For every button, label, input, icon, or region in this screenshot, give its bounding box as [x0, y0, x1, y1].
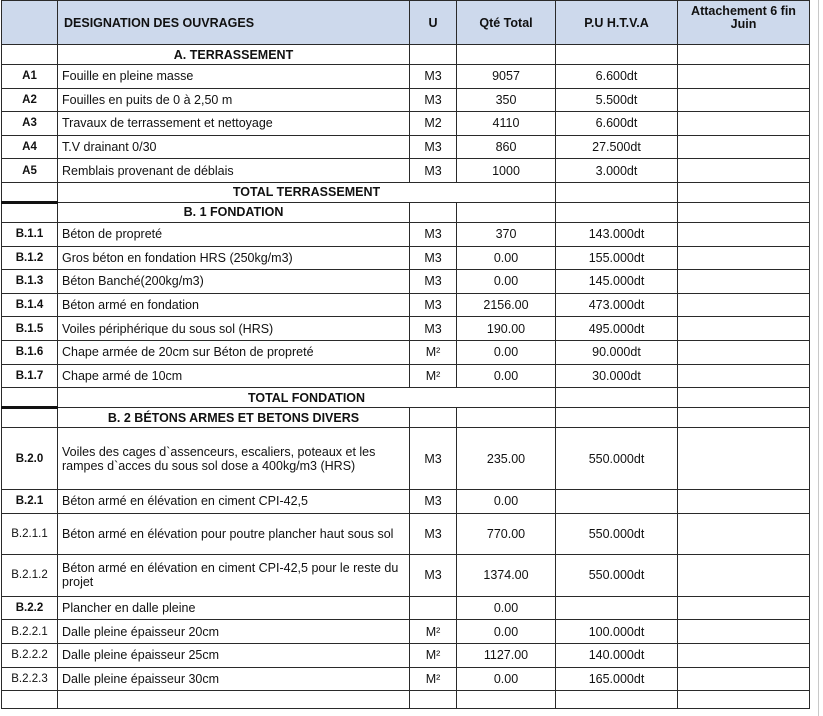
total-row	[2, 182, 810, 202]
table-row	[2, 667, 810, 691]
item-attachment	[678, 428, 810, 490]
item-unit: M²	[410, 340, 457, 364]
item-unit: M²	[410, 620, 457, 644]
item-unit: M²	[410, 643, 457, 667]
item-unit: M3	[410, 513, 457, 554]
table-row	[2, 554, 810, 596]
item-unit: M3	[410, 159, 457, 183]
item-qty: 0.00	[457, 490, 556, 514]
item-unit: M3	[410, 65, 457, 89]
item-unit-price: 550.000dt	[556, 554, 678, 596]
item-code: B.2.1.2	[2, 554, 58, 596]
item-designation: Plancher en dalle pleine	[58, 596, 410, 620]
item-unit-price: 143.000dt	[556, 222, 678, 246]
item-unit: M3	[410, 135, 457, 159]
blank-row	[2, 691, 810, 709]
item-unit: M3	[410, 293, 457, 317]
item-designation: Dalle pleine épaisseur 20cm	[58, 620, 410, 644]
item-designation: Béton armé en élévation en ciment CPI-42,5 pour le reste du projet	[58, 554, 410, 596]
section-price-cell	[556, 202, 678, 222]
item-attachment	[678, 596, 810, 620]
total-code-cell	[2, 388, 58, 408]
item-unit-price: 550.000dt	[556, 513, 678, 554]
item-attachment	[678, 222, 810, 246]
section-unit-cell	[410, 45, 457, 65]
item-unit-price: 6.600dt	[556, 112, 678, 136]
item-attachment	[678, 667, 810, 691]
item-code: B.2.0	[2, 428, 58, 490]
item-unit: M3	[410, 490, 457, 514]
item-designation: Travaux de terrassement et nettoyage	[58, 112, 410, 136]
item-code: B.1.3	[2, 270, 58, 294]
item-unit: M3	[410, 88, 457, 112]
item-unit-price: 30.000dt	[556, 364, 678, 388]
item-unit: M3	[410, 428, 457, 490]
item-designation: Gros béton en fondation HRS (250kg/m3)	[58, 246, 410, 270]
item-attachment	[678, 246, 810, 270]
item-qty: 0.00	[457, 620, 556, 644]
table-row	[2, 620, 810, 644]
item-designation: Béton de propreté	[58, 222, 410, 246]
table-row	[2, 135, 810, 159]
item-code: B.1.1	[2, 222, 58, 246]
bill-of-quantities-table	[1, 0, 810, 709]
table-row	[2, 293, 810, 317]
item-qty: 1374.00	[457, 554, 556, 596]
item-attachment	[678, 270, 810, 294]
item-unit-price: 140.000dt	[556, 643, 678, 667]
item-code: B.2.2.3	[2, 667, 58, 691]
item-unit-price: 27.500dt	[556, 135, 678, 159]
item-unit-price: 165.000dt	[556, 667, 678, 691]
total-code-cell	[2, 182, 58, 202]
item-designation: Béton armé en élévation pour poutre plancher haut sous sol	[58, 513, 410, 554]
item-unit: M3	[410, 246, 457, 270]
section-attach-cell	[678, 408, 810, 428]
table-row	[2, 270, 810, 294]
item-qty: 9057	[457, 65, 556, 89]
total-row	[2, 388, 810, 408]
item-code: A5	[2, 159, 58, 183]
sheet-edge	[818, 0, 819, 716]
item-unit-price: 550.000dt	[556, 428, 678, 490]
item-unit-price: 5.500dt	[556, 88, 678, 112]
section-qty-cell	[457, 45, 556, 65]
item-unit: M3	[410, 317, 457, 341]
section-unit-cell	[410, 202, 457, 222]
item-designation: Fouilles en puits de 0 à 2,50 m	[58, 88, 410, 112]
item-code: B.2.2.1	[2, 620, 58, 644]
table-row	[2, 364, 810, 388]
item-attachment	[678, 490, 810, 514]
section-unit-cell	[410, 408, 457, 428]
item-designation: Chape armé de 10cm	[58, 364, 410, 388]
item-attachment	[678, 364, 810, 388]
item-unit-price	[556, 490, 678, 514]
header-row	[2, 1, 810, 45]
header-price: P.U H.T.V.A	[556, 1, 678, 45]
item-code: A2	[2, 88, 58, 112]
header-attachment: Attachement 6 fin Juin	[678, 1, 810, 45]
item-qty: 1000	[457, 159, 556, 183]
item-qty: 0.00	[457, 270, 556, 294]
blank-desc	[58, 691, 410, 709]
item-code: B.1.6	[2, 340, 58, 364]
item-designation: Béton armé en élévation en ciment CPI-42,5	[58, 490, 410, 514]
table-row	[2, 65, 810, 89]
item-qty: 0.00	[457, 340, 556, 364]
item-attachment	[678, 620, 810, 644]
item-qty: 370	[457, 222, 556, 246]
item-unit	[410, 596, 457, 620]
section-title: A. TERRASSEMENT	[58, 45, 410, 65]
item-code: B.1.5	[2, 317, 58, 341]
item-unit-price: 90.000dt	[556, 340, 678, 364]
item-code: B.2.2	[2, 596, 58, 620]
item-code: A4	[2, 135, 58, 159]
header-qty: Qté Total	[457, 1, 556, 45]
header-unit: U	[410, 1, 457, 45]
item-designation: Remblais provenant de déblais	[58, 159, 410, 183]
section-price-cell	[556, 408, 678, 428]
item-unit: M²	[410, 667, 457, 691]
item-unit-price: 100.000dt	[556, 620, 678, 644]
total-attach-cell	[678, 388, 810, 408]
item-attachment	[678, 159, 810, 183]
total-title: TOTAL FONDATION	[58, 388, 556, 408]
section-qty-cell	[457, 408, 556, 428]
item-unit-price: 495.000dt	[556, 317, 678, 341]
item-unit: M2	[410, 112, 457, 136]
table-row	[2, 340, 810, 364]
item-unit-price	[556, 596, 678, 620]
table-row	[2, 222, 810, 246]
blank-attach	[678, 691, 810, 709]
item-code: B.2.1.1	[2, 513, 58, 554]
item-code: B.2.1	[2, 490, 58, 514]
item-qty: 0.00	[457, 667, 556, 691]
item-designation: Béton Banché(200kg/m3)	[58, 270, 410, 294]
item-designation: Voiles périphérique du sous sol (HRS)	[58, 317, 410, 341]
table-row	[2, 112, 810, 136]
item-attachment	[678, 88, 810, 112]
item-code: B.1.2	[2, 246, 58, 270]
item-designation: Dalle pleine épaisseur 30cm	[58, 667, 410, 691]
section-qty-cell	[457, 202, 556, 222]
item-designation: Voiles des cages d`assenceurs, escaliers, poteaux et les rampes d`acces du sous sol dose a 400kg/m3 (HRS)	[58, 428, 410, 490]
table-row	[2, 317, 810, 341]
item-unit: M3	[410, 270, 457, 294]
section-price-cell	[556, 45, 678, 65]
section-title: B. 1 FONDATION	[58, 202, 410, 222]
item-designation: Dalle pleine épaisseur 25cm	[58, 643, 410, 667]
item-code: B.1.7	[2, 364, 58, 388]
table-row	[2, 428, 810, 490]
item-designation: T.V drainant 0/30	[58, 135, 410, 159]
item-qty: 4110	[457, 112, 556, 136]
blank-price	[556, 691, 678, 709]
item-attachment	[678, 65, 810, 89]
item-qty: 0.00	[457, 596, 556, 620]
item-attachment	[678, 135, 810, 159]
table-row	[2, 513, 810, 554]
item-designation: Béton armé en fondation	[58, 293, 410, 317]
total-attach-cell	[678, 182, 810, 202]
section-title: B. 2 BÉTONS ARMES ET BETONS DIVERS	[58, 408, 410, 428]
section-code-cell	[2, 202, 58, 222]
item-unit: M²	[410, 364, 457, 388]
item-attachment	[678, 112, 810, 136]
total-price-cell	[556, 182, 678, 202]
table-row	[2, 159, 810, 183]
blank-code	[2, 691, 58, 709]
item-qty: 235.00	[457, 428, 556, 490]
item-unit-price: 3.000dt	[556, 159, 678, 183]
table-row	[2, 88, 810, 112]
table-row	[2, 490, 810, 514]
section-code-cell	[2, 408, 58, 428]
item-unit-price: 155.000dt	[556, 246, 678, 270]
header-designation: DESIGNATION DES OUVRAGES	[58, 1, 410, 45]
item-unit: M3	[410, 554, 457, 596]
item-code: B.1.4	[2, 293, 58, 317]
table-row	[2, 246, 810, 270]
item-qty: 770.00	[457, 513, 556, 554]
item-attachment	[678, 317, 810, 341]
item-code: A1	[2, 65, 58, 89]
item-qty: 2156.00	[457, 293, 556, 317]
item-code: A3	[2, 112, 58, 136]
table-row	[2, 596, 810, 620]
item-designation: Fouille en pleine masse	[58, 65, 410, 89]
item-attachment	[678, 340, 810, 364]
section-row	[2, 202, 810, 222]
section-attach-cell	[678, 202, 810, 222]
item-designation: Chape armée de 20cm sur Béton de propreté	[58, 340, 410, 364]
section-row	[2, 45, 810, 65]
section-row	[2, 408, 810, 428]
item-unit: M3	[410, 222, 457, 246]
item-unit-price: 6.600dt	[556, 65, 678, 89]
section-code-cell	[2, 45, 58, 65]
item-attachment	[678, 293, 810, 317]
item-attachment	[678, 513, 810, 554]
item-qty: 190.00	[457, 317, 556, 341]
section-attach-cell	[678, 45, 810, 65]
item-code: B.2.2.2	[2, 643, 58, 667]
item-qty: 860	[457, 135, 556, 159]
total-price-cell	[556, 388, 678, 408]
item-qty: 1127.00	[457, 643, 556, 667]
header-code-cell	[2, 1, 58, 45]
item-attachment	[678, 554, 810, 596]
item-unit-price: 473.000dt	[556, 293, 678, 317]
item-qty: 350	[457, 88, 556, 112]
item-unit-price: 145.000dt	[556, 270, 678, 294]
item-qty: 0.00	[457, 364, 556, 388]
total-title: TOTAL TERRASSEMENT	[58, 182, 556, 202]
blank-unit	[410, 691, 457, 709]
item-qty: 0.00	[457, 246, 556, 270]
blank-qty	[457, 691, 556, 709]
table-row	[2, 643, 810, 667]
item-attachment	[678, 643, 810, 667]
